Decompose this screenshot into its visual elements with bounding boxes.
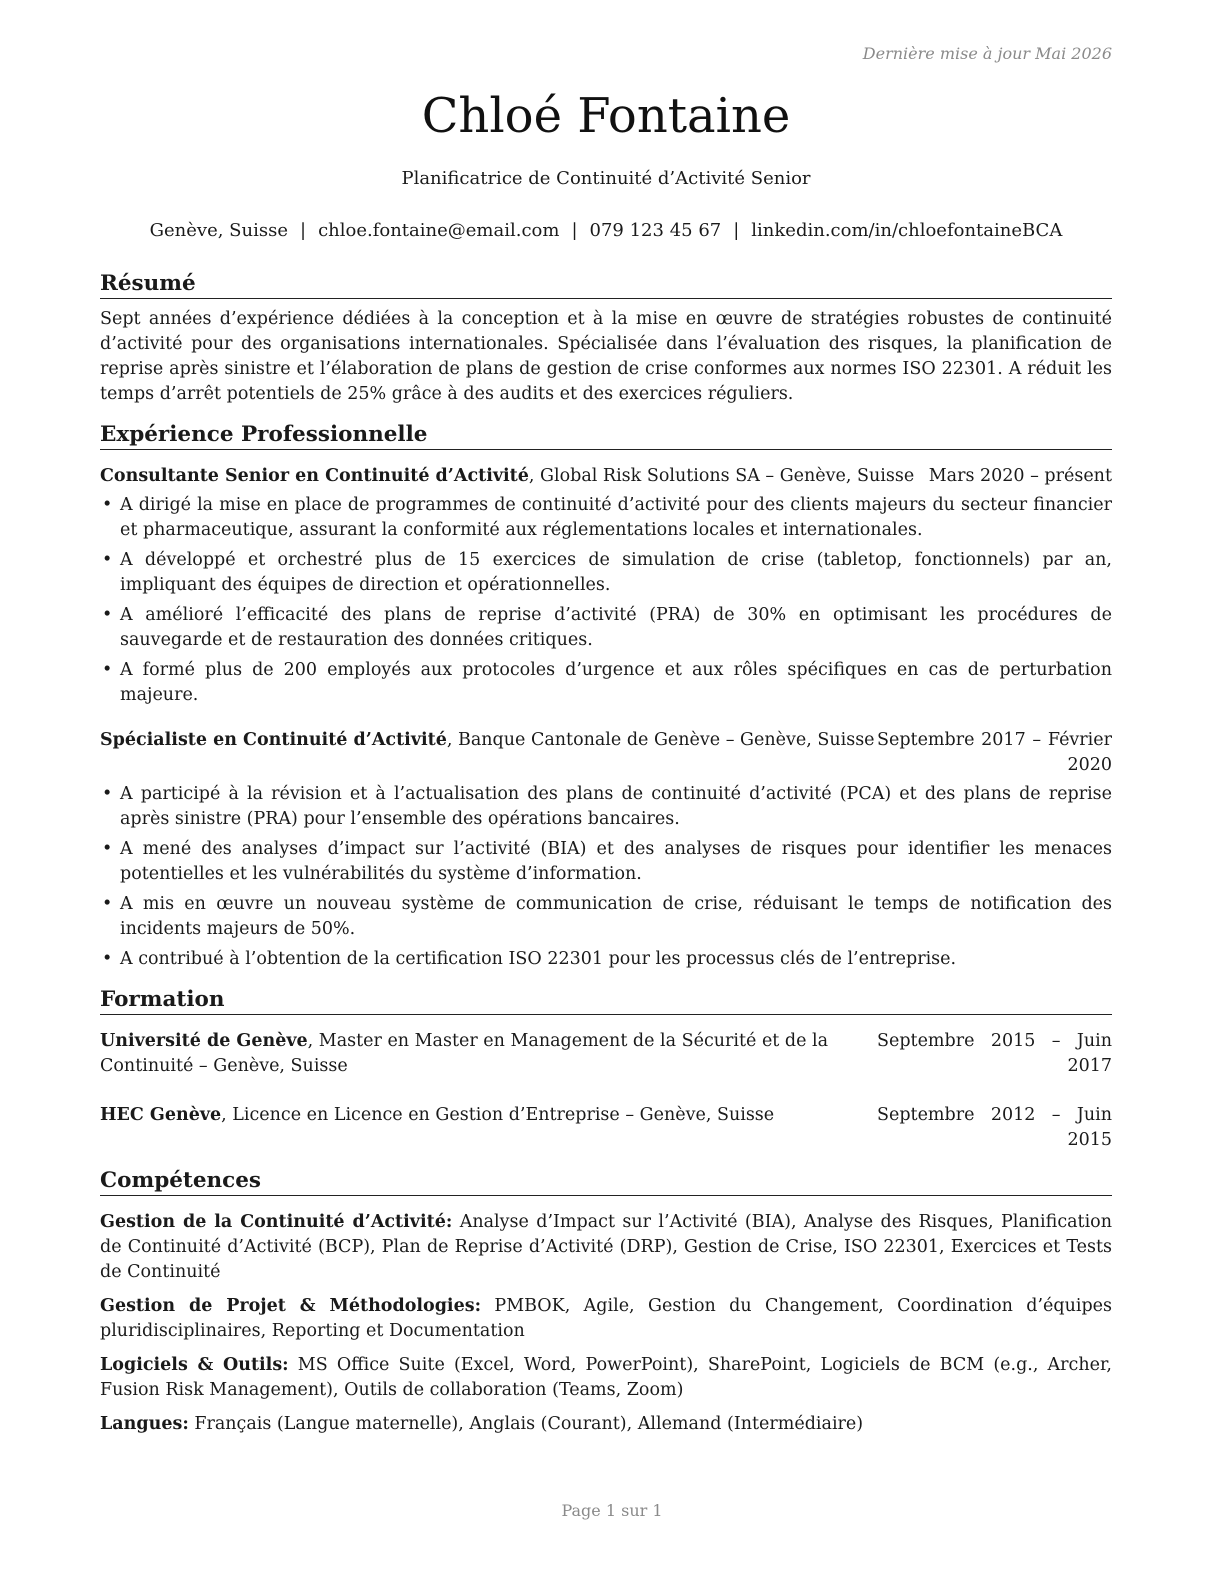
job-bullets [100,493,1112,708]
job-entry [100,464,1112,708]
resume-body [100,270,1112,1446]
job-dates [877,728,1112,778]
skill-group [100,1412,1112,1437]
contact-email[interactable]: chloe.fontaine@email.com [318,220,560,241]
skill-group [100,1210,1112,1285]
job-organization: , Banque Cantonale de Genève – Genève, Suisse [446,730,875,750]
candidate-name: Chloé Fontaine [421,88,791,144]
job-title: Planificatrice de Continuité d’Activité Senior [401,168,811,189]
job-entry [100,728,1112,972]
contact-line [100,219,1112,243]
summary-text: Sept années d’expérience dédiées à la conception et à la mise en œuvre de stratégies robustes de continuité d’activité pour des organisations internationales. Spécialisée dans l’évaluation des risques, la planification de reprise après sinistre et l’élaboration de plans de gestion de crise conformes aux normes ISO 22301. A réduit les temps d’arrêt potentiels de 25% grâce à des audits et des exercices réguliers. [100,309,1112,404]
section-title-education: Formation [100,986,1112,1015]
job-header [100,728,1112,778]
summary-section [100,270,1112,407]
education-school: Université de Genève [100,1031,308,1051]
skills-section [100,1167,1112,1437]
job-role-line [100,464,929,489]
section-title-experience: Expérience Professionnelle [100,421,1112,450]
contact-separator: | [733,220,740,241]
job-role: Consultante Senior en Continuité d’Activité [100,466,529,486]
skill-text: Analyse d’Impact sur l’Activité (BIA), Analyse des Risques, Planification de Continuité d’Activité (BCP), Plan de Reprise d’Activité (DRP), Gestion de Crise, ISO 22301, Exercices et Tests de Continuité [100,1212,1112,1282]
education-detail-line [100,1103,877,1128]
skill-label: Gestion de la Continuité d’Activité: [100,1212,453,1232]
education-section [100,986,1112,1153]
contact-location: Genève, Suisse [149,220,288,241]
education-degree: , Licence en Licence en Gestion d’Entreprise – Genève, Suisse [221,1105,775,1125]
last-updated: Dernière mise à jour Mai 2026 [862,44,1112,63]
job-bullets [100,782,1112,972]
job-organization: , Global Risk Solutions SA – Genève, Suisse [528,466,915,486]
skill-label: Logiciels & Outils: [100,1355,289,1375]
job-dates: Mars 2020 – présent [928,466,1112,486]
list-item: • A amélioré l’efficacité des plans de reprise d’activité (PRA) de 30% en optimisant les procédures de sauvegarde et de restauration des données critiques. [100,603,1112,653]
list-item: • A mené des analyses d’impact sur l’activité (BIA) et des analyses de risques pour identifier les menaces potentielles et les vulnérabilités du système d’information. [100,837,1112,887]
contact-linkedin[interactable]: linkedin.com/in/chloefontaineBCA [751,220,1063,241]
contact-phone: 079 123 45 67 [589,220,722,241]
page-number: Page 1 sur 1 [561,1501,663,1520]
education-dates-line: 2015 [1067,1130,1112,1150]
education-dates [877,1029,1112,1079]
skill-text: PMBOK, Agile, Gestion du Changement, Coordination d’équipes pluridisciplinaires, Reporting et Documentation [100,1296,1112,1341]
job-header [100,464,1112,489]
skill-label: Langues: [100,1414,189,1434]
job-role: Spécialiste en Continuité d’Activité [100,730,447,750]
job-dates-line: Septembre 2017 – Février [877,730,1112,750]
education-degree: , Master en Master en Management de la Sécurité et de la Continuité – Genève, Suisse [100,1031,829,1076]
section-title-summary: Résumé [100,270,1112,299]
education-school: HEC Genève [100,1105,222,1125]
job-role-line [100,728,877,753]
education-entry [100,1103,1112,1153]
skill-group [100,1353,1112,1403]
list-item: • A contribué à l’obtention de la certification ISO 22301 pour les processus clés de l’entreprise. [100,947,1112,972]
education-dates-line: Septembre 2012 – Juin [877,1105,1112,1125]
education-dates-line: Septembre 2015 – Juin [877,1031,1112,1051]
list-item: • A développé et orchestré plus de 15 exercices de simulation de crise (tabletop, fonctionnels) par an, impliquant des équipes de direction et opérationnelles. [100,548,1112,598]
contact-separator: | [300,220,307,241]
list-item: • A participé à la révision et à l’actualisation des plans de continuité d’activité (PCA) et des plans de reprise après sinistre (PRA) pour l’ensemble des opérations bancaires. [100,782,1112,832]
education-dates-line: 2017 [1067,1056,1112,1076]
experience-section [100,421,1112,972]
job-dates-line: 2020 [1067,755,1112,775]
education-dates [877,1103,1112,1153]
education-detail-line [100,1029,877,1079]
list-item: • A mis en œuvre un nouveau système de communication de crise, réduisant le temps de notification des incidents majeurs de 50%. [100,892,1112,942]
skill-label: Gestion de Projet & Méthodologies: [100,1296,482,1316]
education-entry [100,1029,1112,1079]
skill-group [100,1294,1112,1344]
list-item: • A dirigé la mise en place de programmes de continuité d’activité pour des clients majeurs du secteur financier et pharmaceutique, assurant la conformité aux réglementations locales et internationales. [100,493,1112,543]
skill-text: MS Office Suite (Excel, Word, PowerPoint), SharePoint, Logiciels de BCM (e.g., Archer, Fusion Risk Management), Outils de collaboration (Teams, Zoom) [100,1355,1112,1400]
skill-text: Français (Langue maternelle), Anglais (Courant), Allemand (Intermédiaire) [188,1414,864,1434]
list-item: • A formé plus de 200 employés aux protocoles d’urgence et aux rôles spécifiques en cas de perturbation majeure. [100,658,1112,708]
section-title-skills: Compétences [100,1167,1112,1196]
contact-separator: | [571,220,578,241]
